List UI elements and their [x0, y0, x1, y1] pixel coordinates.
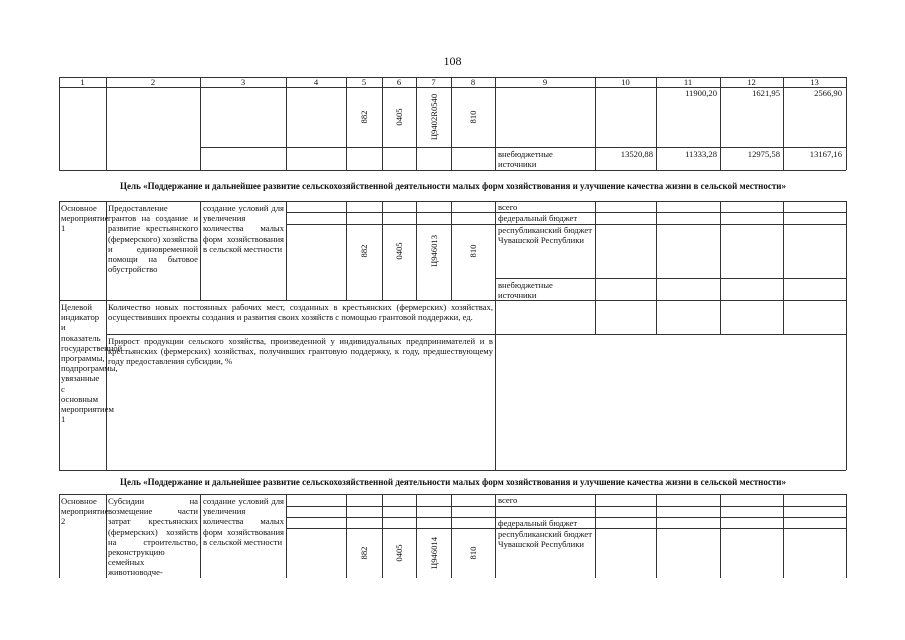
value-cell: 2566,90 — [814, 88, 842, 98]
column-number: 5 — [361, 77, 367, 87]
value-cell: 11900,20 — [685, 88, 717, 98]
column-number: 9 — [542, 77, 548, 87]
value-cell: 11333,28 — [685, 149, 717, 159]
column-number: 10 — [621, 77, 630, 87]
column-number: 4 — [313, 77, 319, 87]
value-cell: 12975,58 — [747, 149, 780, 159]
code-type: 810 — [468, 110, 478, 124]
column-number: 8 — [470, 77, 476, 87]
indicator-item: Прирост продукции сельского хозяйства, произведенной у индивидуальных предпринимателей и в крестьянских (фермерских) хозяйствах, получивших грантовую поддержку, к году, предшествующему году предоставления субсидии, % — [108, 336, 493, 367]
code-rzpr: 882 — [359, 546, 369, 560]
indicator-item: Количество новых постоянных рабочих мест, созданных в крестьянских (фермерских) хозяйствах, осуществивших проекты создания и развития своих хозяйств с помощью грантовой поддержки, ед. — [108, 302, 493, 323]
column-number: 3 — [240, 77, 246, 87]
funding-source: внебюджетные источники — [498, 149, 553, 170]
code-type: 810 — [468, 546, 478, 560]
measure-purpose: создание условий для увеличения количества малых форм хозяйствования в сельской местности — [203, 203, 284, 254]
code-rzpr: 882 — [359, 110, 369, 124]
code-type: 810 — [468, 244, 478, 258]
value-cell: 1621,95 — [752, 88, 780, 98]
funding-source: республиканский бюджет Чувашской Республики — [498, 225, 592, 246]
measure-purpose: создание условий для увеличения количества малых форм хозяйствования в сельской местности — [203, 496, 284, 547]
measure-description: Предоставление грантов на создание и развитие крестьянского (фермерского) хозяйства и единовременной помощи на бытовое обустройство — [108, 203, 198, 275]
column-number: 1 — [80, 77, 85, 87]
code-target: Ц946014 — [429, 537, 439, 569]
code-section: 0405 — [394, 108, 404, 126]
funding-source: всего — [498, 495, 518, 505]
funding-source: республиканский бюджет Чувашской Республики — [498, 529, 592, 550]
code-rzpr: 882 — [359, 244, 369, 258]
value-cell: 13167,16 — [809, 149, 842, 159]
column-number: 2 — [150, 77, 156, 87]
measure-description: Субсидии на возмещение части затрат крестьянских (фермерских) хозяйств на строительство, реконструкцию семейных животноводче- — [108, 496, 198, 578]
page-number: 108 — [443, 54, 462, 68]
column-number: 13 — [810, 77, 819, 87]
indicator-label: Целевой индикатор и показатель государственной программы, подпрограммы, увязанные с основным мероприятием 1 — [61, 302, 123, 425]
value-cell: 13520,88 — [620, 149, 653, 159]
funding-source: федеральный бюджет — [498, 213, 578, 223]
funding-source: всего — [498, 202, 518, 212]
measure-name: Основное мероприятие 2 — [61, 496, 109, 527]
funding-source: внебюджетные источники — [498, 280, 553, 301]
column-number: 12 — [747, 77, 756, 87]
column-number: 6 — [396, 77, 402, 87]
goal-heading: Цель «Поддержание и дальнейшее развитие сельскохозяйственной деятельности малых форм хозяйствования и улучшение качества жизни в сельской местности» — [120, 181, 786, 191]
funding-source: федеральный бюджет — [498, 518, 578, 528]
column-number: 11 — [683, 77, 693, 87]
column-number: 7 — [431, 77, 436, 87]
code-section: 0405 — [394, 242, 404, 260]
code-target: Ц9402R0540 — [429, 93, 439, 141]
goal-heading: Цель «Поддержание и дальнейшее развитие сельскохозяйственной деятельности малых форм хозяйствования и улучшение качества жизни в сельской местности» — [120, 477, 786, 487]
measure-name: Основное мероприятие 1 — [61, 203, 109, 234]
code-section: 0405 — [394, 544, 404, 562]
code-target: Ц946013 — [429, 235, 439, 267]
